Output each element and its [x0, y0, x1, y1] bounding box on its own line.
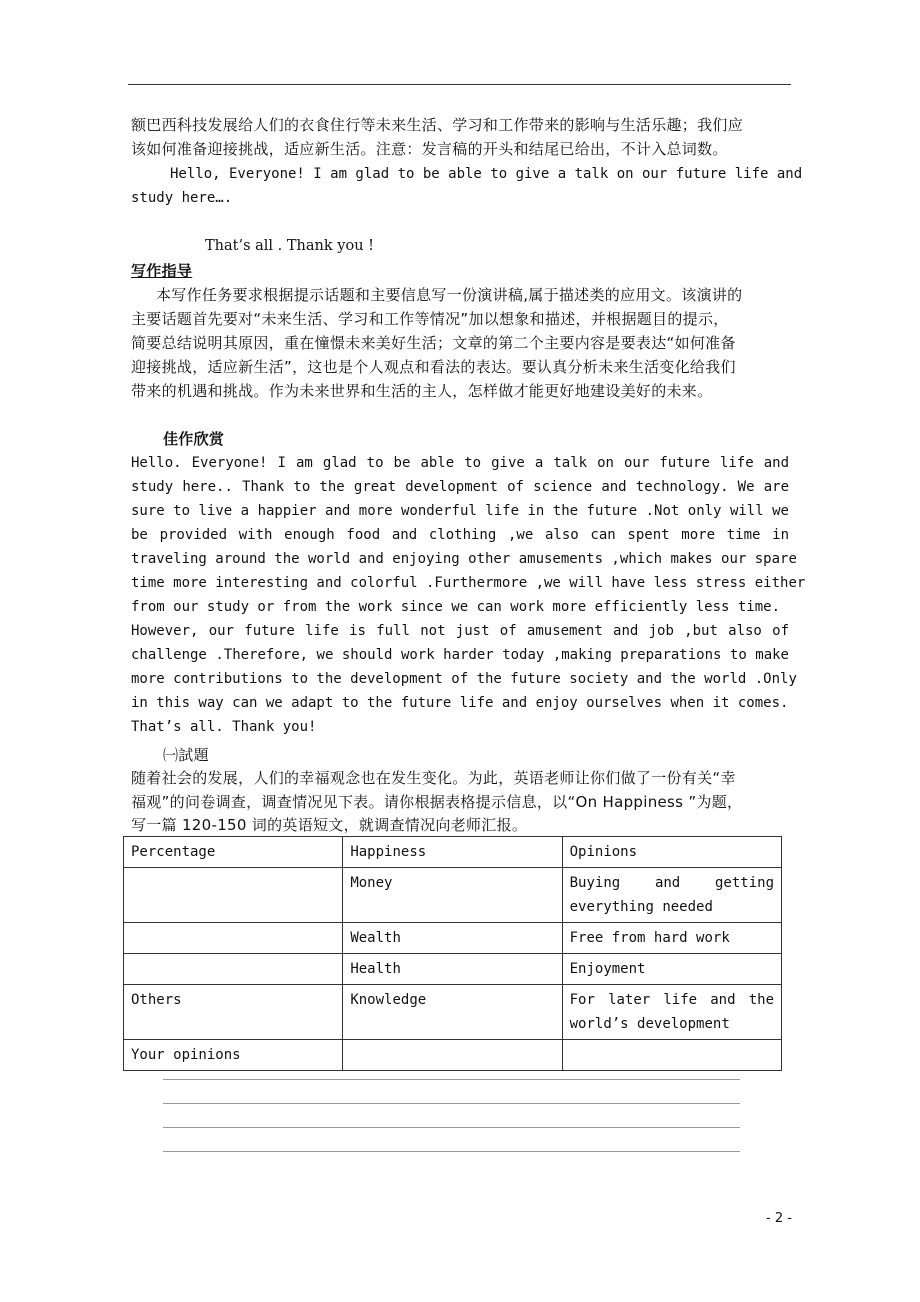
opening-line-1: Hello, Everyone! I am glad to be able to give a talk on our future life and	[170, 166, 803, 182]
sample-line: from our study or from the work since we can work more efficiently less time.	[131, 599, 781, 615]
sample-line: be provided with enough food and clothing ,we also can spent more time in	[131, 527, 789, 543]
opening-line-2: study here….	[131, 190, 233, 206]
table-header-cell: Happiness	[343, 837, 562, 868]
guide-line: 主要话题首先要对“未来生活、学习和工作等情况”加以想象和描述，并根据题目的提示，	[131, 310, 729, 328]
table-cell: Enjoyment	[562, 954, 781, 985]
table-cell: Health	[343, 954, 562, 985]
table-row	[124, 985, 782, 1040]
table-cell: Money	[343, 868, 562, 923]
sample-line: more contributions to the development of the future society and the world .Only	[131, 671, 797, 687]
answer-line[interactable]	[163, 1103, 740, 1104]
table-cell	[124, 923, 343, 954]
intro-line-2: 该如何准备迎接挑战，适应新生活。注意：发言稿的开头和结尾已给出，不计入总词数。	[131, 140, 728, 158]
sample-line: time more interesting and colorful .Furthermore ,we will have less stress either	[131, 575, 806, 591]
answer-line[interactable]	[163, 1151, 740, 1152]
table-cell	[124, 954, 343, 985]
task-line: 福观”的问卷调查，调查情况见下表。请你根据表格提示信息，以“On Happiness ”为题，	[131, 793, 743, 811]
table-cell: Others	[124, 985, 343, 1040]
survey-table	[123, 836, 782, 1071]
table-row	[124, 868, 782, 923]
sample-line: traveling around the world and enjoying other amusements ,which makes our spare	[131, 551, 797, 567]
answer-line[interactable]	[163, 1127, 740, 1128]
guide-heading: 写作指导	[131, 262, 193, 280]
guide-line: 简要总结说明其原因，重在憧憬未来美好生活；文章的第二个主要内容是要表达“如何准备	[131, 334, 736, 352]
header-rule	[128, 84, 791, 85]
sample-line: sure to live a happier and more wonderful life in the future .Not only will we	[131, 503, 789, 519]
table-row	[124, 923, 782, 954]
table-cell	[343, 1040, 562, 1071]
sample-line: challenge .Therefore, we should work harder today ,making preparations to make	[131, 647, 789, 663]
table-header-cell: Opinions	[562, 837, 781, 868]
sample-line: in this way can we adapt to the future life and enjoy ourselves when it comes.	[131, 695, 789, 711]
task-line: 随着社会的发展，人们的幸福观念也在发生变化。为此，英语老师让你们做了一份有关“幸	[131, 769, 736, 787]
table-header-cell: Percentage	[124, 837, 343, 868]
guide-line: 带来的机遇和挑战。作为未来世界和生活的主人，怎样做才能更好地建设美好的未来。	[131, 382, 713, 400]
sample-line: However, our future life is full not just of amusement and job ,but also of	[131, 623, 789, 639]
table-row	[124, 954, 782, 985]
table-row	[124, 1040, 782, 1071]
task-heading: ㈠試題	[163, 746, 209, 764]
page-number: - 2 -	[766, 1211, 792, 1226]
table-cell: Knowledge	[343, 985, 562, 1040]
table-cell: Wealth	[343, 923, 562, 954]
table-cell	[562, 1040, 781, 1071]
table-cell: Your opinions	[124, 1040, 343, 1071]
answer-line[interactable]	[163, 1079, 740, 1080]
table-cell: For later life and the world’s development	[562, 985, 781, 1040]
table-header-row	[124, 837, 782, 868]
table-cell	[124, 868, 343, 923]
table-cell: Buying and getting everything needed	[562, 868, 781, 923]
closing-line: That’s all . Thank you !	[205, 238, 374, 254]
table-cell: Free from hard work	[562, 923, 781, 954]
sample-line: study here.. Thank to the great development of science and technology. We are	[131, 479, 789, 495]
task-line: 写一篇 120-150 词的英语短文，就调查情况向老师汇报。	[131, 816, 528, 834]
sample-heading: 佳作欣赏	[163, 430, 225, 448]
intro-line-1: 额巴西科技发展给人们的衣食住行等未来生活、学习和工作带来的影响与生活乐趣；我们应	[131, 116, 744, 134]
guide-line: 迎接挑战，适应新生活”，这也是个人观点和看法的表达。要认真分析未来生活变化给我们	[131, 358, 736, 376]
sample-line: That’s all. Thank you!	[131, 719, 317, 735]
sample-line: Hello. Everyone! I am glad to be able to give a talk on our future life and	[131, 455, 789, 471]
guide-line: 本写作任务要求根据提示话题和主要信息写一份演讲稿,属于描述类的应用文。该演讲的	[156, 286, 743, 304]
